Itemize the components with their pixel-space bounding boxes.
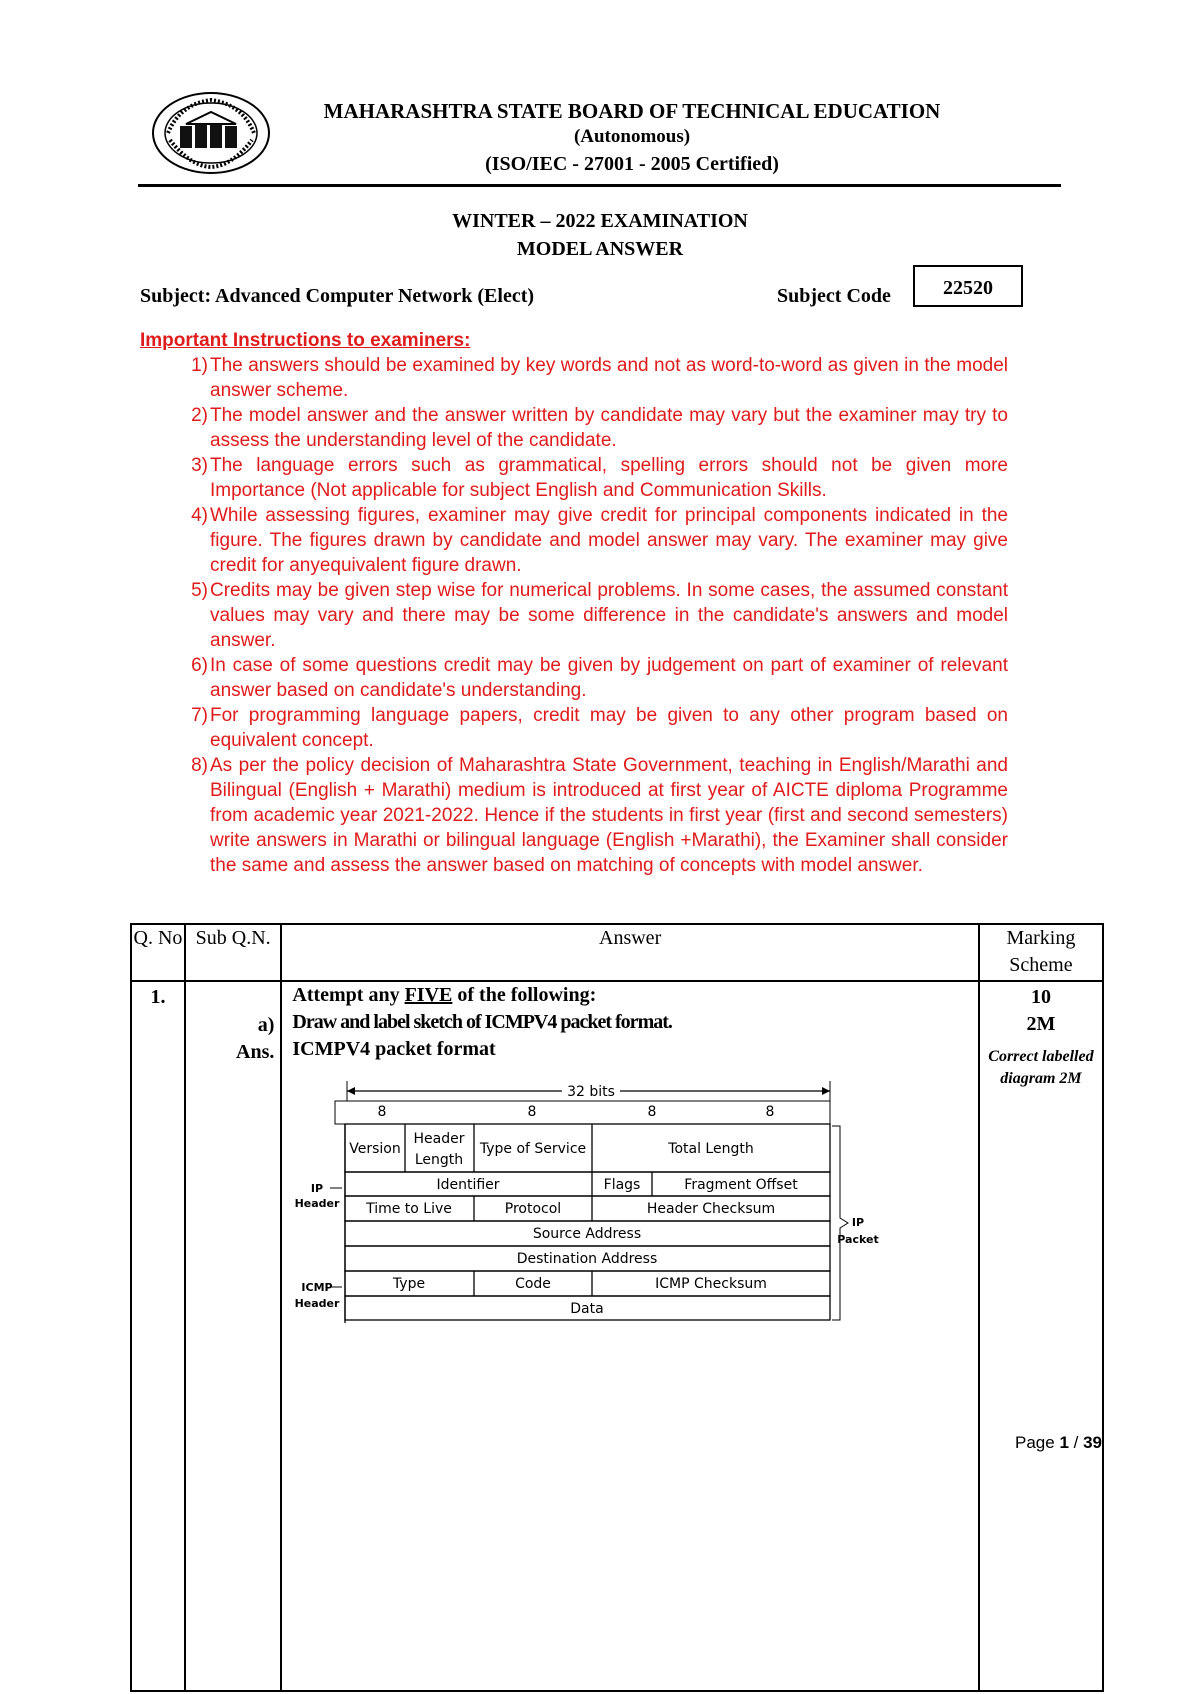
byte-label: 8 [765,1104,775,1120]
instructions-heading: Important Instructions to examiners: [140,330,471,351]
arrow-left-icon [347,1087,355,1095]
ip-header-label-2: Header [294,1197,340,1210]
field-type: Type [393,1276,426,1292]
icmpv4-packet-diagram [292,1073,978,1344]
exam-title: WINTER – 2022 EXAMINATION [452,210,748,232]
field-destination-address: Destination Address [517,1251,658,1267]
board-logo [150,90,272,176]
field-total-length: Total Length [668,1141,755,1157]
subject-code: 22520 [913,265,1023,307]
model-answer-title: MODEL ANSWER [516,238,684,260]
instruction-item: 6) In case of some questions credit may be given by judgement on part of examiner of relevant answer based on candidate's understanding. [191,655,1008,701]
byte-label: 8 [647,1104,657,1120]
answer-label: Ans. [236,1041,275,1063]
answer-table [130,923,1104,1694]
instruction-item: 8) As per the policy decision of Maharashtra State Government, teaching in English/Marathi and Bilingual (English + Marathi) medium is introduced at first year of AICTE diploma Programme from academic year 2021-2022. Hence if the students in first year (first and second semesters) write answers in Marathi or bilingual language (English +Marathi), the Examiner shall consider the same and assess the answer based on matching of concepts with model answer. [191,755,1008,876]
header-divider [138,184,1061,187]
field-identifier: Identifier [436,1177,500,1193]
board-name: MAHARASHTRA STATE BOARD OF TECHNICAL EDUCATION [323,99,941,123]
byte-label: 8 [377,1104,387,1120]
field-protocol: Protocol [505,1201,562,1217]
question-number: 1. [131,981,185,1691]
ip-packet-brace [832,1126,848,1320]
field-flags: Flags [604,1177,641,1193]
autonomous-label: (Autonomous) [573,126,691,147]
ip-packet-label-2: Packet [837,1233,880,1246]
answer-title: ICMPV4 packet format [292,1038,496,1060]
sub-question [185,981,281,1691]
icmp-header-label-2: Header [294,1297,340,1310]
instruction-item: 3) The language errors such as grammatical, spelling errors should not be given more Importance (Not applicable for subject English and Communication Skills. [191,455,1008,501]
page-number: Page 1 / 39 [1015,1433,1102,1452]
width-label: 32 bits [567,1084,616,1100]
field-header-length: Header Length [413,1131,465,1168]
instruction-item: 2) The model answer and the answer written by candidate may vary but the examiner may try to assess the understanding level of the candidate. [191,405,1008,451]
arrow-right-icon [822,1087,830,1095]
field-data: Data [570,1301,605,1317]
field-icmp-checksum: ICMP Checksum [655,1276,768,1292]
marks-question: 2M [1026,1013,1056,1035]
header-answer: Answer [281,924,979,981]
marks-note: Correct labelled diagram 2M [988,1048,1094,1087]
icmp-header-label-1: ICMP [301,1281,333,1294]
instruction-item: 7) For programming language papers, credit may be given to any other program based on equivalent concept. [191,705,1008,751]
instructions [140,328,1008,878]
ip-packet-label-1: IP [852,1216,865,1229]
iso-certification: (ISO/IEC - 27001 - 2005 Certified) [485,153,779,175]
subject-code-label: Subject Code [777,285,891,307]
header-marking: Marking Scheme [979,924,1103,981]
table-row [131,981,1103,1691]
marks-total: 10 [1030,986,1051,1008]
msbte-seal-icon [150,90,272,176]
sub-question-label: a) [257,1014,275,1036]
field-header-checksum: Header Checksum [647,1201,776,1217]
question-text: Draw and label sketch of ICMPV4 packet format. [292,1011,672,1033]
ip-header-label-1: IP [311,1182,324,1195]
instruction-item: 4) While assessing figures, examiner may give credit for principal components indicated in the figure. The figures drawn by candidate and model answer may vary. The examiner may give credit for anyequivalent figure drawn. [191,505,1008,576]
header-subqn: Sub Q.N. [185,924,281,981]
instruction-item: 1) The answers should be examined by key words and not as word-to-word as given in the model answer scheme. [191,355,1008,401]
byte-label: 8 [527,1104,537,1120]
attempt-instruction: Attempt any FIVE of the following: [292,984,597,1006]
field-source-address: Source Address [533,1226,642,1242]
field-type-of-service: Type of Service [480,1141,587,1157]
marking-cell [979,981,1103,1691]
header-qno: Q. No [131,924,185,981]
answer-cell [281,981,979,1691]
instruction-item: 5) Credits may be given step wise for numerical problems. In some cases, the assumed constant values may vary and there may be some difference in the candidate's answers and model answer. [191,580,1008,651]
subject-name: Subject: Advanced Computer Network (Elect) [140,285,535,307]
field-fragment-offset: Fragment Offset [684,1177,799,1193]
field-ttl: Time to Live [366,1201,453,1217]
field-code: Code [515,1276,552,1292]
field-version: Version [349,1141,402,1157]
